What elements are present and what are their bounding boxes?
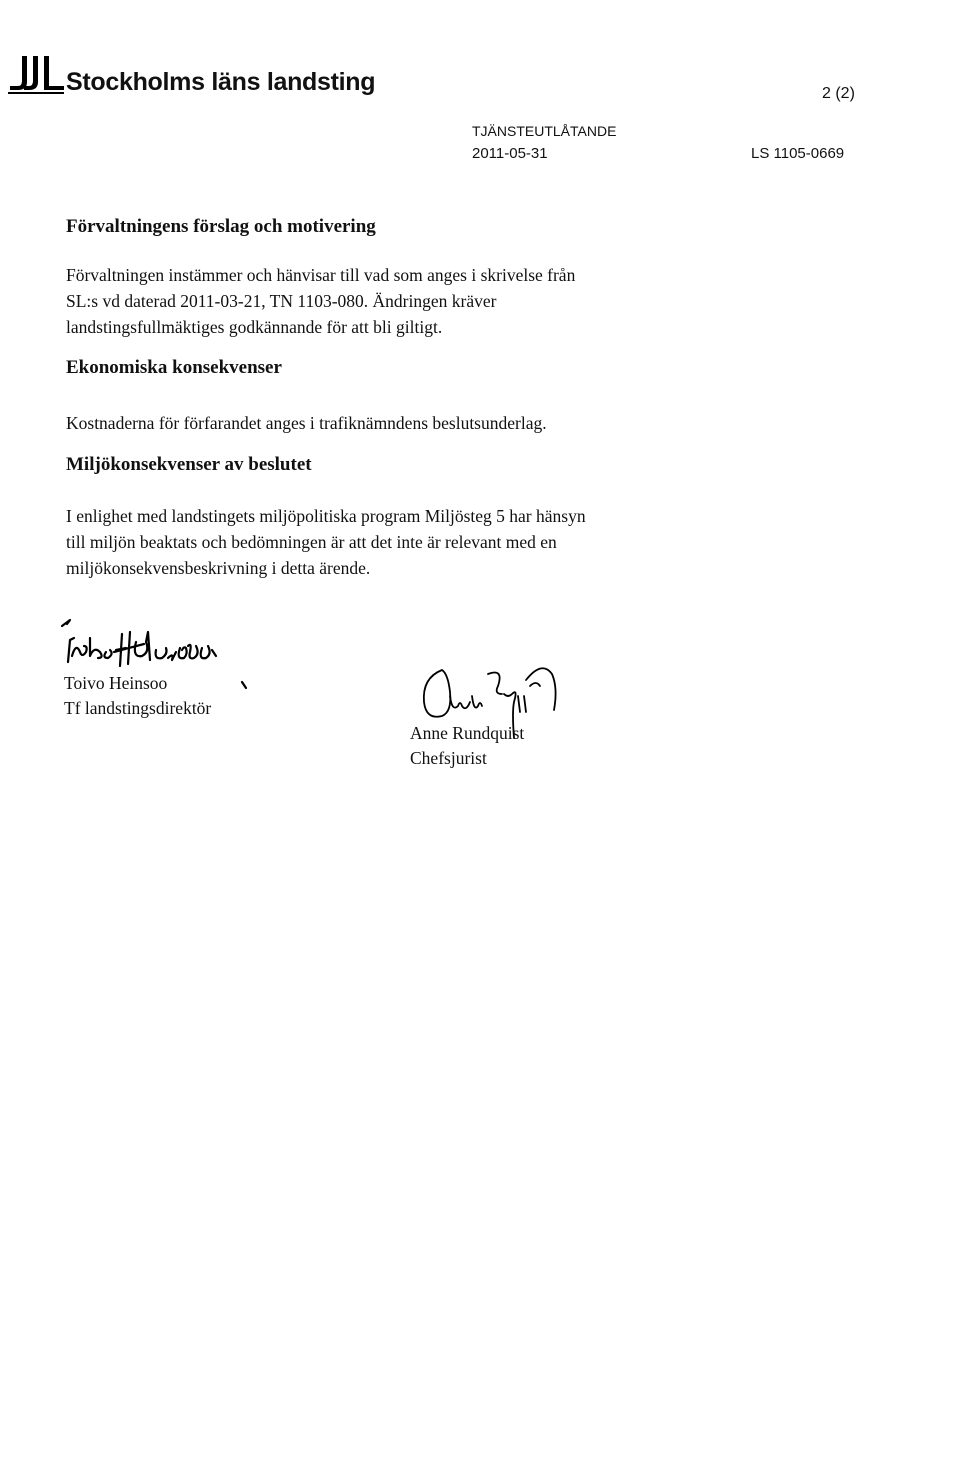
paragraph-line: till miljön beaktats och bedömningen är att det inte är relevant med en	[66, 532, 557, 552]
document-reference: LS 1105-0669	[751, 145, 845, 162]
section-heading: Förvaltningens förslag och motivering	[66, 216, 376, 237]
paragraph-line: Förvaltningen instämmer och hänvisar till vad som anges i skrivelse från	[66, 265, 576, 285]
paragraph-line: SL:s vd daterad 2011-03-21, TN 1103-080. Ändringen kräver	[66, 291, 497, 311]
page-number: 2 (2)	[822, 85, 855, 102]
section-paragraph	[66, 262, 826, 340]
section-heading: Miljökonsekvenser av beslutet	[66, 454, 312, 475]
signatory-title: Tf landstingsdirektör	[64, 698, 212, 718]
signatory-title: Chefsjurist	[410, 748, 487, 768]
paragraph-line: landstingsfullmäktiges godkännande för att bli giltigt.	[66, 317, 443, 337]
paragraph-line: Kostnaderna för förfarandet anges i trafiknämndens beslutsunderlag.	[66, 413, 547, 433]
organization-name: Stockholms läns landsting	[66, 68, 376, 96]
document-date: 2011-05-31	[472, 145, 548, 162]
section-heading: Ekonomiska konsekvenser	[66, 357, 282, 378]
sll-logo-icon	[8, 50, 66, 96]
signature-anne-rundquist	[412, 650, 582, 760]
paragraph-line: I enlighet med landstingets miljöpolitiska program Miljösteg 5 har hänsyn	[66, 506, 586, 526]
signatory-name: Toivo Heinsoo	[64, 673, 168, 693]
signatory-name: Anne Rundquist	[410, 723, 525, 743]
section-paragraph	[66, 410, 826, 436]
section-paragraph	[66, 503, 826, 581]
paragraph-line: miljökonsekvensbeskrivning i detta ärende.	[66, 558, 371, 578]
document-type: TJÄNSTEUTLÅTANDE	[472, 123, 617, 139]
